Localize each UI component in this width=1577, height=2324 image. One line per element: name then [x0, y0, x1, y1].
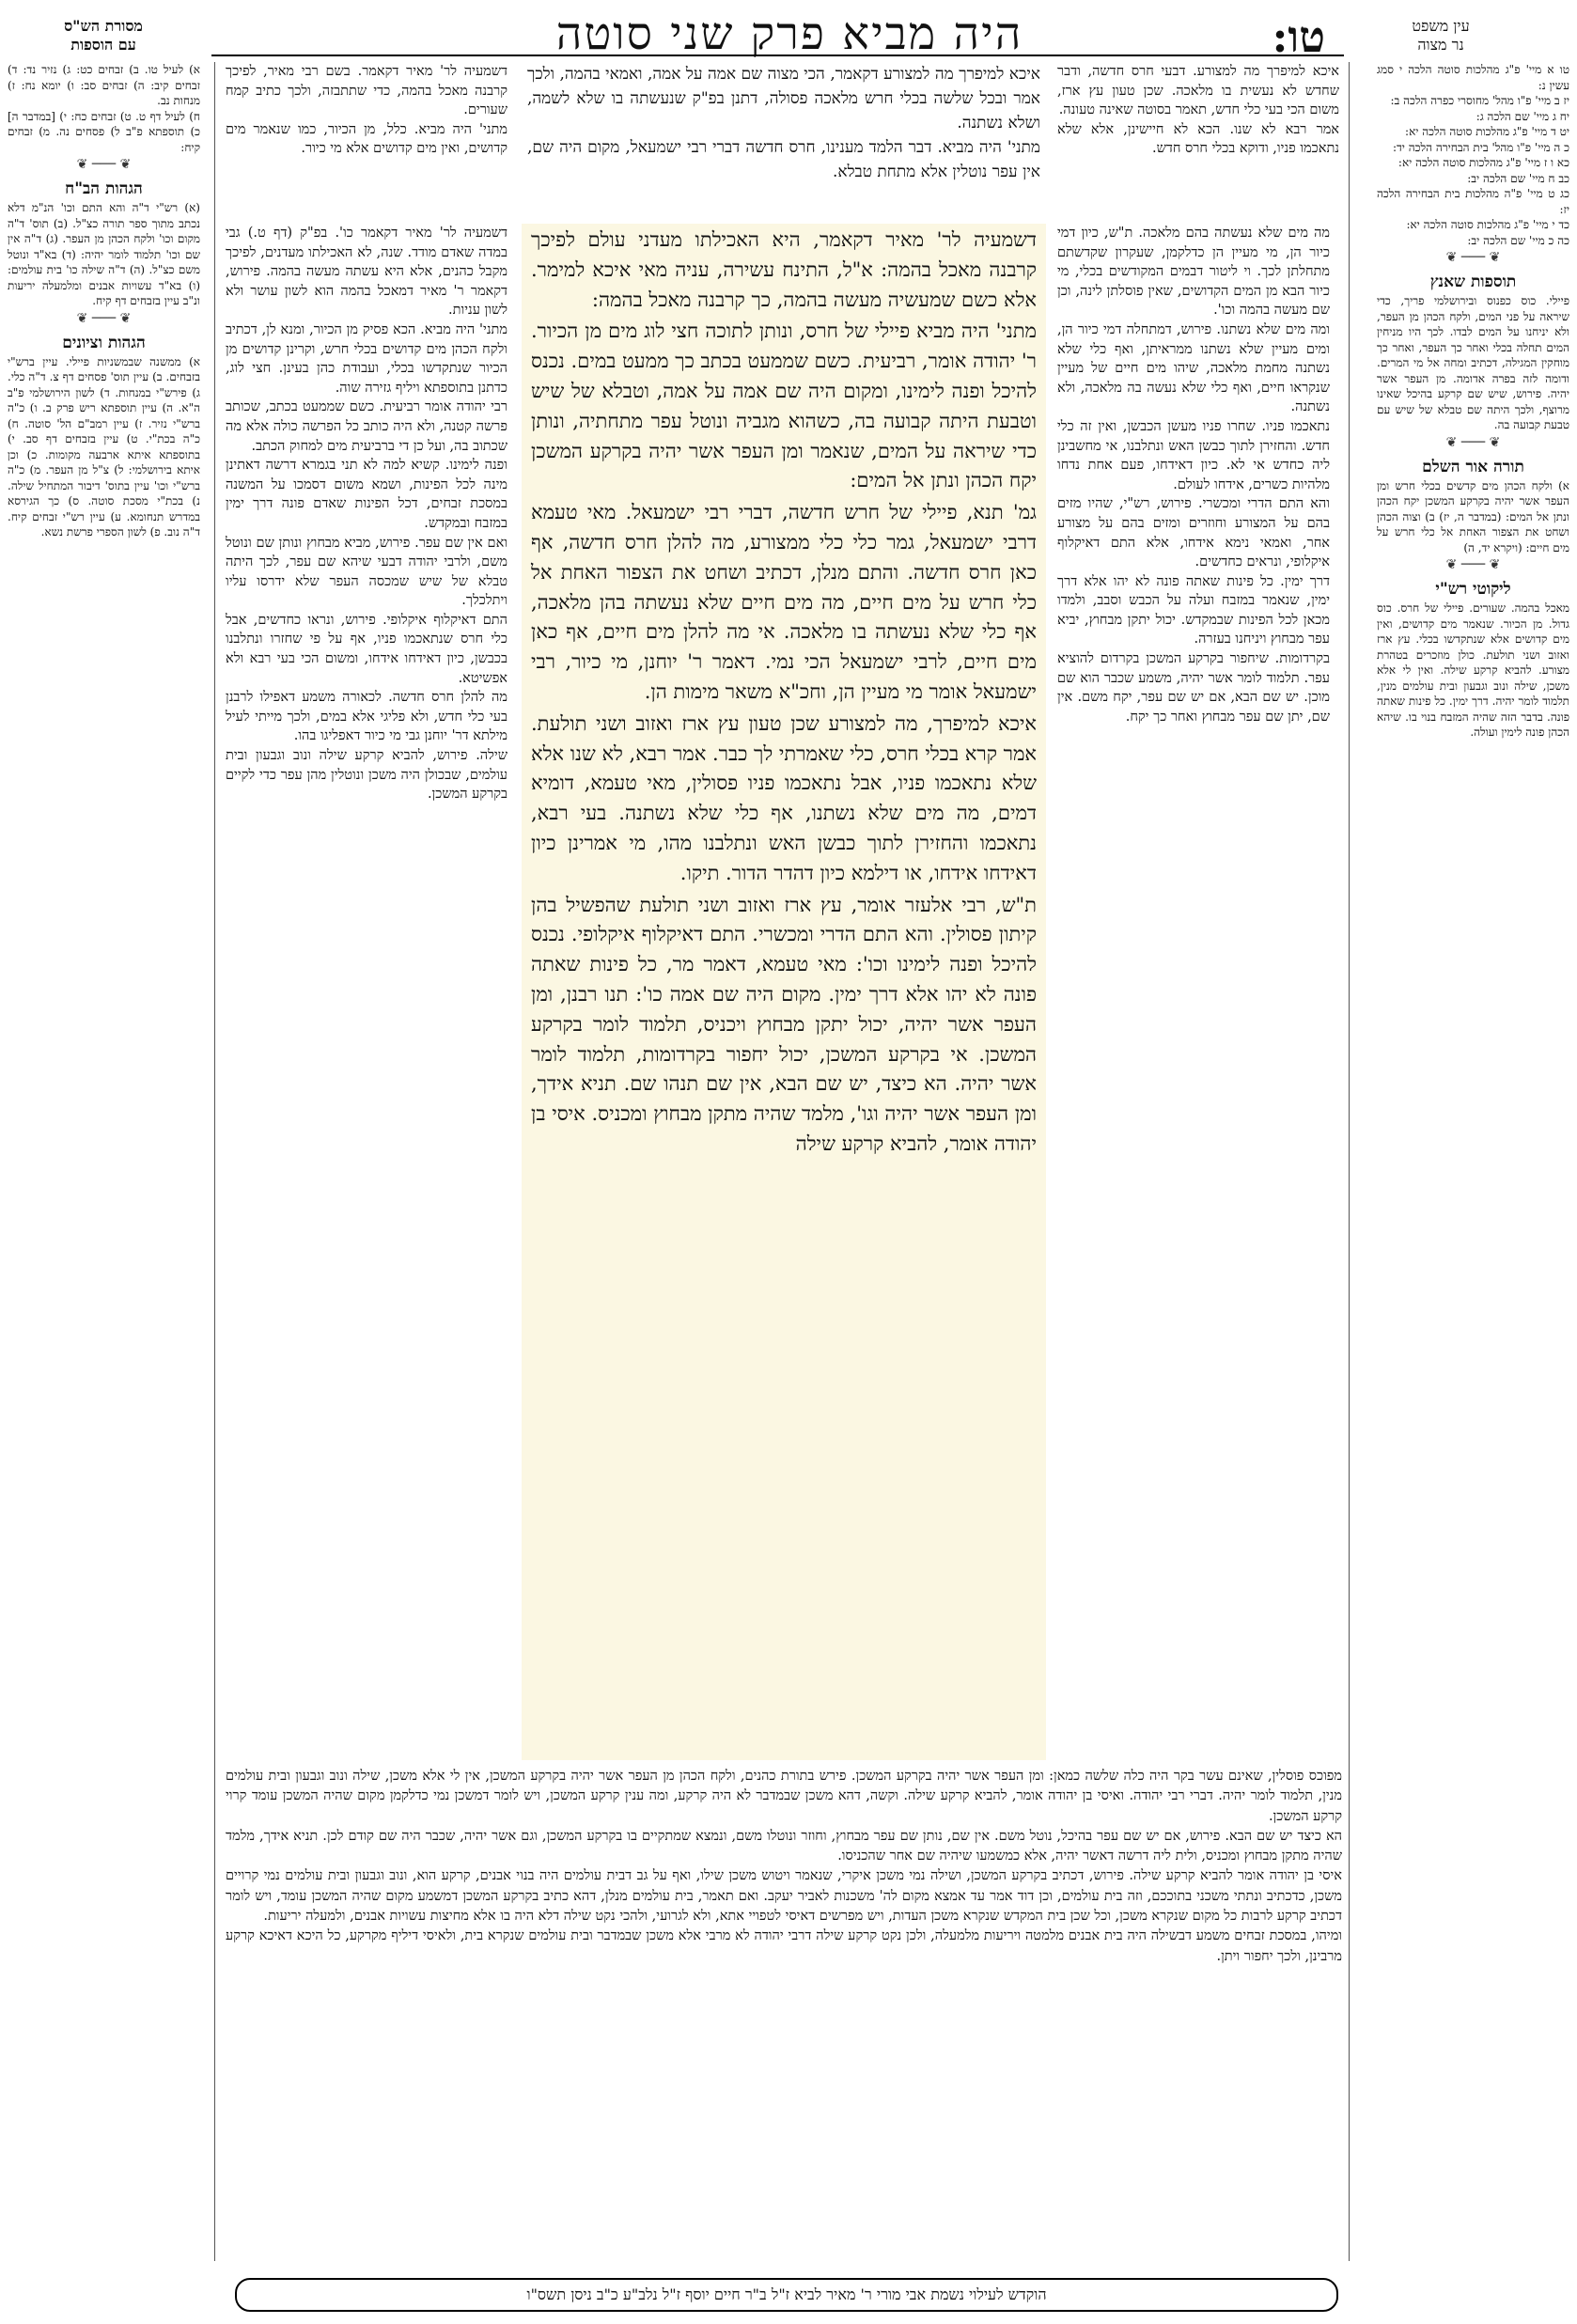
daf-number: טו: — [1272, 11, 1325, 62]
ein-mishpat-entry: יז ב מיי' פ"ו מהל' מחוסרי כפרה הלכה ב: — [1390, 94, 1569, 107]
bottom-paragraph: הא כיצד יש שם הבא. פירוש, אם יש שם עפר בהיכל, נוטל משם. אין שם, נותן שם עפר מבחוץ, וחוזר ונוטלו משם, ונמצא שמתקיים בו בקרקע המשכן, וגם אשר יהיה, שכבר היה שם קודם לכן. תניא אידך, מלמד שהיה מתקן מבחוץ ומכניס, ולית ליה דרשה דאשר יהיה, אלא כמשמעו שיהיה שם אחר שהכניסו. — [226, 1828, 1342, 1864]
gemara-paragraph: דשמעיה לר' מאיר דקאמר, היא האכילתו מעדני עולם לפיכך קרבנה מאכל בהמה: א"ל, התינח עשירה, עניה מאי איכא למימר. אלא כשם שמעשיה מעשה בהמה, כך קרבנה מאכל בהמה: — [531, 228, 1037, 311]
ein-mishpat-entry: כג ט מיי' פ"ה מהלכות בית הבחירה הלכה יז: — [1377, 187, 1569, 216]
top-center-commentary — [522, 62, 1046, 218]
tosafot-paragraph: מתני' היה מביא. הכא פסיק מן הכיור, ומנא לן, דכתיב ולקח הכהן מים קדושים בכלי חרש, וקרינן קדושים מן הכיור שנתקדשו בכלי, ועבודת כהן בעינן. חצי לוג, כדתנן בתוספתא ויליף גזירה שוה. — [226, 321, 507, 396]
rashi-column — [1057, 224, 1330, 1765]
top-right-paragraph: אמר רבא לא שנו. הכא לא חיישינן, אלא שלא נתאכמו פניו, ודוקא בכלי חרס חדש. — [1057, 121, 1339, 157]
hagahot-ziyunim-heading: הגהות וציונים — [62, 333, 146, 352]
bottom-commentary — [226, 1767, 1342, 2237]
top-left-commentary — [226, 62, 507, 218]
ein-mishpat-label: עין משפט נר מצוה — [1412, 17, 1470, 54]
hagahot-habach-text: (א) רש"י ד"ה והא התם וכו' הנ"מ דלא נכתב מתוך ספר תורה כצ"ל. (ב) תוס' ד"ה מקום וכו' ולקח הכהן מן העפר. (ג) ד"ה אין שם וכו' תלמוד לומר יהיה: (ד) בא"ד ונוטל משם כצ"ל. (ה) ד"ה שילה כו' בית עולמים: (ו) בא"ד עשויות אבנים ומלמעלה יריעות ונ"ב עיין בזבחים דף קיח. — [8, 201, 200, 307]
right-sidebar — [1377, 62, 1569, 2261]
ornament-divider-icon: ❦ ─── ❦ — [76, 310, 132, 326]
left-sidebar — [8, 62, 200, 2261]
ein-mishpat-entry: יח ג מיי' שם הלכה ג: — [1476, 109, 1569, 123]
likkutei-rashi-text: מאכל בהמה. שעורים. פיילי של חרס. כוס גדול. מן הכיור. שנאמר מים קדושים, ואין מים קדושים אלא שנתקדשו בכלי. עץ ארז ואזוב ושני תולעת. כולן מוזכרים בטהרת מצורע. להביא קרקע שילה. ואין לי אלא משכן, שילה ונוב וגבעון ובית עולמים מנין, תלמוד לומר יהיה. דרך ימין. כל פינות שאתה פונה. בדבר הזה שהיה המזבח בנוי בו. שיהא הכהן פונה לימין ועולה. — [1377, 601, 1569, 739]
ein-mishpat-entry: כד י מיי' פ"ג מהלכות סוטה הלכה יא: — [1406, 218, 1569, 231]
ein-mishpat-entry: כא ו ז מיי' פ"ג מהלכות סוטה הלכה יא: — [1397, 156, 1569, 169]
masoret-entry: ח) לעיל דף ט. ט) זבחים כח: י) [במדבר ה] כ) תוספתא פ"ב ל) פסחים נה. מ) זבחים קיח: — [8, 109, 200, 154]
ornament-divider-icon: ❦ ─── ❦ — [1445, 250, 1501, 265]
ein-mishpat-entry: כב ח מיי' שם הלכה יב: — [1467, 171, 1569, 185]
hagahot-ziyunim-text: א) ממשנה שבמשניות פיילי. עיין ברש"י בזבחים. ב) עיין תוס' פסחים דף צ. ד"ה כלי. ג) פירש"י במנחות. ד) לשון הירושלמי פ"ב ה"א. ה) עיין תוספתא ריש פרק ב. ו) כ"ה ברש"י נזיר. ז) עיין רמב"ם הל' סוטה. ח) כ"ה בכת"י. ט) עיין בזבחים דף סב. י) בתוספתא איתא ארבעה מקומות. כ) וכן איתא בירושלמי: ל) צ"ל מן העפר. מ) כ"ה ברש"י וכו' עיין בתוס' דיבור המתחיל שילה. נ) בכת"י מסכת סוטה. ס) כך הגירסא במדרש תנחומא. ע) עיין רש"י זבחים קיח. ד"ה נוב. פ) לשון הספרי פרשת נשא. — [8, 354, 200, 538]
bottom-paragraph: איסי בן יהודה אומר להביא קרקע שילה. פירוש, דכתיב בקרקע המשכן, ושילה נמי משכן איקרי, שנאמר ויטוש משכן שילו, ואף על גב דבית עולמים היה בנוי אבנים, קרקע הוא, ונוב וגבעון ובית עולמים נמי קרויים משכן, כדכתיב ונתתי משכני בתוככם, וזה בית עולמים, וכן דוד אמר עד אמצא מקום לה' משכנות לאביר יעקב. ואם תאמר, בית עולמים מנלן, דהא כתיב בקרקע המשכן דמשמע מקום שהיה המשכן עומד, ויש לומר דכתיב קרקע לרבות כל מקום שנקרא משכן, וכל שכן בית המקדש שנקרא משכן העדות, ויש מפרשים דאיסי לטפויי אתא, ולא לגרועי, ולהכי נקט שילה דלא היה בו אלא מחיצות עשויות אבנים, ולמעלה יריעות. — [226, 1868, 1342, 1925]
tosafot-paragraph: שילה. פירוש, להביא קרקע שילה ונוב וגבעון ובית עולמים, שבכולן היה משכן ונוטלין מהן עפר כדי לקיים בקרקע המשכן. — [226, 748, 507, 803]
page-title: היה מביא פרק שני סוטה — [555, 8, 1023, 60]
hagahot-habach-heading: הגהות הב"ח — [65, 179, 143, 198]
top-center-paragraph: מתני' היה מביא. דבר הלמד מענינו, חרס חדשה דברי רבי ישמעאל, מקום היה שם, אין עפר נוטלין אלא מתחת טבלא. — [527, 138, 1040, 181]
rashi-paragraph: בקרדומות. שיחפור בקרקע המשכן בקרדום להוציא עפר. תלמוד לומר אשר יהיה, משמע שכבר הוא שם מוכן. יש שם הבא, אם יש שם עפר, יקח משם. אין שם, יתן שם עפר מבחוץ ואחר כך יקח. — [1057, 651, 1330, 725]
gemara-main-text — [522, 224, 1046, 1760]
top-right-commentary — [1057, 62, 1339, 218]
bottom-paragraph: מפוכס פוסלין, שאינם עשר בקר היה כלה שלשה כמאן: ומן העפר אשר יהיה בקרקע המשכן. פירש בתורת כהנים, ולקח הכהן מן העפר אשר יהיה בקרקע המשכן, אין לי אלא משכן, שילה ונוב וגבעון ובית עולמים מנין, תלמוד לומר יהיה. דברי רבי יהודה. ואיסי בן יהודה אומר, להביא קרקע שילה. וקשה, דהא משכן שבמדבר לא היה קרקע, ומה ענין קרקע המשכן, ויש לומר דמשכן נמי כדלקמן מקום שהיה המשכן עומד קרוי קרקע המשכן. — [226, 1769, 1342, 1824]
ornament-divider-icon: ❦ ─── ❦ — [1445, 434, 1501, 450]
column-divider — [214, 62, 215, 2261]
ein-mishpat-entry: כה כ מיי' שם הלכה יב: — [1467, 233, 1569, 247]
gemara-paragraph: גמ' תנא, פיילי של חרש חדשה, דברי רבי ישמעאל. מאי טעמא דרבי ישמעאל, גמר כלי כלי ממצורע, מה להלן חרס חדשה, אף כאן חרס חדשה. והתם מנלן, דכתיב ושחט את הצפור האחת אל כלי חרש על מים חיים, מה מים חיים שלא נעשתה בהן מלאכה, אף כלי שלא נעשתה בו מלאכה. אי מה להלן מים חיים, אף כאן מים חיים, לרבי ישמעאל הכי נמי. דאמר ר' יוחנן, מי כיור, רבי ישמעאל אומר מי מעיין הן, וחכ"א משאר מימות הן. — [531, 501, 1037, 703]
masoret-label: מסורת הש"ס עם הוספות — [64, 17, 143, 54]
header-divider — [211, 55, 1344, 56]
rashi-paragraph: דרך ימין. כל פינות שאתה פונה לא יהו אלא דרך ימין, שנאמר במזבח ועלה על הכבש וסבב, ולמדו מכאן לכל הפינות שבמקדש. יכול יתקן מבחוץ, יביא עפר מבחוץ ויניחנו בעזרה. — [1057, 573, 1330, 647]
rashi-paragraph: מה מים שלא נעשתה בהם מלאכה. ת"ש, כיון דמי כיור הן, מי מעיין הן כדלקמן, שעקרון שקדשתם מתחלתן לכך. וי ליטור דבמים המקודשים בכלי, מי כיור הבא מן המים הקדושים, שאין פוסלתן לינה, וכן שם מעשה בהמה וכו'. — [1057, 226, 1330, 319]
tosafot-column — [226, 224, 507, 1765]
tosafot-shantz-heading: תוספות שאנץ — [1429, 273, 1517, 291]
tosafot-paragraph: ואם אין שם עפר. פירוש, מביא מבחוץ ונותן שם ונוטל משם, ולרבי יהודה דבעי שיהא שם עפר, לכך היתה טבלא של שיש שמכסה העפר שלא ידרסו עליו ויתלכלך. — [226, 535, 507, 609]
top-left-paragraph: דשמעיה לר' מאיר דקאמר. בשם רבי מאיר, לפיכך קרבנה מאכל בהמה, כדי שתתבזה, ולכך כתיב קמח שעורים. — [226, 64, 507, 118]
tosafot-paragraph: רבי יהודה אומר רביעית. כשם שממעט בכתב, שכותב פרשה קטנה, ולא היה כותב כל הפרשה כולה אלא מה שכתוב בה, ועל כן די ברביעית מים למחוק הכתב. — [226, 399, 507, 454]
tosafot-paragraph: התם דאיקלוף איקלופי. פירוש, ונראו כחדשים, אבל כלי חרס שנתאכמו פניו, אף על פי שחזרו ונתלבנו בכבשן, כיון דאידחו אידחו, ומשום הכי בעי רבא ולא אפשיטא. — [226, 612, 507, 686]
dedication-footer: הוקדש לעילוי נשמת אבי מורי ר' מאיר לביא ז"ל ב"ר חיים יוסף ז"ל נלב"ע כ"ב ניסן תשס"ו — [235, 2278, 1338, 2312]
top-right-paragraph: איכא למיפרך מה למצורע. דבעי חרס חדשה, ודבר שחדש לא נעשית בו מלאכה. שכן טעון עץ ארז, משום הכי בעי כלי חדש, תאמר בסוטה שאינה טעונה. — [1057, 64, 1339, 118]
page-header — [0, 8, 1577, 62]
likkutei-rashi-heading: ליקוטי רש"י — [1435, 580, 1511, 599]
ein-mishpat-entry: כ ה מיי' פ"ו מהל' בית הבחירה הלכה יד: — [1392, 140, 1569, 154]
column-divider — [1349, 62, 1350, 2261]
rashi-paragraph: נתאכמו פניו. שחרו פניו מעשן הכבשן, ואין זה כלי חדש. והחזירן לתוך כבשן האש ונתלבנו, אי מחשבינן ליה כחדש אי לא. כיון דאידחו, פעם אחת נדחו מלהיות כשרים, אידחו לעולם. — [1057, 418, 1330, 492]
torah-or-text: א) ולקח הכהן מים קדשים בכלי חרש ומן העפר אשר יהיה בקרקע המשכן יקח הכהן ונתן אל המים: (במדבר ה, יז) ב) וצוה הכהן ושחט את הצפור האחת אל כלי חרש על מים חיים: (ויקרא יד, ה) — [1377, 478, 1569, 554]
torah-or-heading: תורה אור השלם — [1422, 457, 1524, 476]
tosafot-paragraph: ופנה לימינו. קשיא למה לא תני בגמרא דרשה דאתינן מינה לכל הפינות, ושמא משום דסמכו על המשנה במסכת זבחים, דכל הפינות שאדם פונה דרך ימין במזבח ובמקדש. — [226, 458, 507, 531]
ornament-divider-icon: ❦ ─── ❦ — [76, 157, 132, 172]
gemara-paragraph: מתני' היה מביא פיילי של חרס, ונותן לתוכה חצי לוג מים מן הכיור. ר' יהודה אומר, רביעית. כשם שממעט בכתב כך ממעט במים. נכנס להיכל ופנה לימינו, ומקום היה שם אמה על אמה, וטבלא של שיש וטבעת היתה קבועה בה, כשהוא מגביה ונוטל עפר מתחתיה, ונותן כדי שיראה על המים, שנאמר ומן העפר אשר יהיה בקרקע המשכן יקח הכהן ונתן אל המים: — [531, 320, 1037, 492]
ein-mishpat-entry: טו א מיי' פ"ג מהלכות סוטה הלכה י סמג עשין נ: — [1377, 63, 1569, 92]
bottom-paragraph: ומיהו, במסכת זבחים משמע דבשילה היה בית אבנים מלמטה ויריעות מלמעלה, ולכן נקט קרקע שילה דרבי יהודה לא מרבי אלא משכן שבמדבר ובית עולמים שנקרא בית, ולאיסי דיליף מקרקע, כל היכא דאיכא קרקע מרבינן, ולכך יחפור ויתן. — [226, 1928, 1342, 1964]
tosafot-shantz-text: פיילי. כוס כפנוס ובירושלמי פריך, כדי שיראה על פני המים, ולקח הכהן מן העפר, ולא יניחנו על המים לבדו. לכך היו מניחין המים תחלה בכלי ואחר כך העפר, ואחר כך מוחקין המגילה, דכתיב ומחה אל מי המרים. ודומה לזה בפרה אדומה. מן העפר אשר יהיה. פירוש, שיש שם קרקע בהיכל שאינו מרוצף, ולכך היתה שם טבלא של שיש עם טבעת קבועה בה. — [1377, 294, 1569, 431]
gemara-paragraph: ת"ש, רבי אלעזר אומר, עץ ארז ואזוב ושני תולעת שהפשיל בהן קיתון פסולין. והא התם הדרי ומכשרי. התם דאיקלוף איקלופי. נכנס להיכל ופנה לימינו וכו': מאי טעמא, דאמר מר, כל פינות שאתה פונה לא יהו אלא דרך ימין. מקום היה שם אמה כו': תנו רבנן, ומן העפר אשר יהיה, יכול יתקן מבחוץ ויכניס, תלמוד לומר בקרקע המשכן. אי בקרקע המשכן, יכול יחפור בקרדומות, תלמוד לומר אשר יהיה. הא כיצד, יש שם הבא, אין שם תנהו שם. תניא אידך, ומן העפר אשר יהיה וגו', מלמד שהיה מתקן מבחוץ ומכניס. איסי בן יהודה אומר, להביא קרקע שילה — [531, 893, 1037, 1155]
ornament-divider-icon: ❦ ─── ❦ — [1445, 557, 1501, 572]
masoret-entry: א) לעיל טו. ב) זבחים כט: ג) נזיר נד: ד) זבחים קיב: ה) זבחים סב: ו) יומא נח: ז) מנחות נב. — [8, 63, 200, 107]
top-left-paragraph: מתני' היה מביא. כלל, מן הכיור, כמו שנאמר מים קדושים, ואין מים קדושים אלא מי כיור. — [226, 121, 507, 157]
gemara-paragraph: איכא למיפרך, מה למצורע שכן טעון עץ ארז ואזוב ושני תולעת. אמר קרא בכלי חרס, כלי שאמרתי לך כבר. אמר רבא, לא שנו אלא שלא נתאכמו פניו, אבל נתאכמו פניו פסולין, מאי טעמא, דומיא דמים, מה מים שלא נשתנו, אף כלי שלא נשתנה. בעי רבא, נתאכמו והחזירן לתוך כבשן האש ונתלבנו מהו, מי אמרינן כיון דאידחו אידחו, או דילמא כיון דהדר הדור. תיקו. — [531, 711, 1037, 884]
ein-mishpat-entry: יט ד מיי' פ"ג מהלכות סוטה הלכה יא: — [1405, 125, 1569, 138]
rashi-paragraph: ומה מים שלא נשתנו. פירוש, דמתחלה דמי כיור הן, ומים מעיין שלא נשתנו ממראיתן, ואף כלי שלא נשתנה מחמת מלאכה, שיהו מים חיים של מעיין שנקראו חיים, ואף כלי שלא נעשה בה מלאכה, ולא נשתנה. — [1057, 321, 1330, 415]
top-center-paragraph: איכא למיפרך מה למצורע דקאמר, הכי מצוה שם אמה על אמה, ואמאי בהמה, ולכך אמר ובכל שלשה בכלי חרש מלאכה פסולה, דתנן בפ"ק שנעשתה בו שלא לשמה, ושלא נשתנה. — [527, 65, 1040, 133]
tosafot-paragraph: מה להלן חרס חדשה. לכאורה משמע דאפילו לרבנן בעי כלי חדש, ולא פליגי אלא במים, ולכך מייתי לעיל מילתא דר' יוחנן גבי מי כיור דאפליגו בהו. — [226, 690, 507, 744]
tosafot-paragraph: דשמעיה לר' מאיר דקאמר כו'. בפ"ק (דף ט.) גבי במדה שאדם מודד. שנה, לא האכילתו מעדנים, לפיכך מקבל כהנים, אלא היא עשתה מעשה בהמה. פירוש, דקאמר ר' מאיר דמאכל בהמה הוא לשון עושר ולא לשון עניות. — [226, 226, 507, 319]
rashi-paragraph: והא התם הדרי ומכשרי. פירוש, רש"י, שהיו מזים בהם על המצורע וחוזרים ומזים בהם על מצורע אחר, ואמאי נימא אידחו, אלא התם דאיקלוף איקלופי, ונראים כחדשים. — [1057, 496, 1330, 570]
